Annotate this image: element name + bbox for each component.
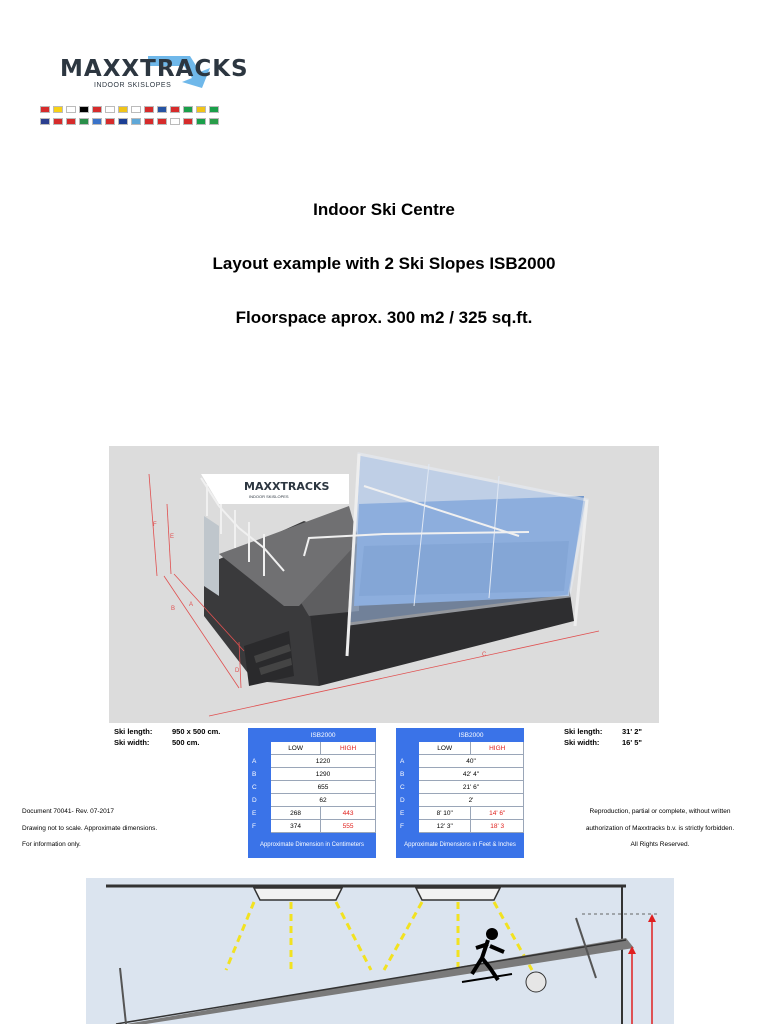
flag-icon — [209, 118, 219, 125]
flag-icon — [157, 118, 167, 125]
dimension-label-a: A — [189, 602, 194, 608]
ski-slope-3d-drawing — [109, 446, 659, 723]
flag-icon — [183, 118, 193, 125]
ski-length-value: 950 x 500 cm. — [172, 727, 221, 736]
slope-layout-illustration — [109, 446, 659, 723]
ski-width-label: Ski width: — [564, 738, 600, 747]
ski-length-label: Ski length: — [114, 727, 153, 736]
flag-icon — [53, 106, 63, 113]
dimensions-table-imperial — [396, 728, 524, 858]
table-footer: Approximate Dimension in Centimeters — [249, 833, 376, 858]
banner-wordmark: MAXXTRACKS — [244, 480, 330, 493]
flag-icon — [183, 106, 193, 113]
table-row: D 62 — [249, 794, 376, 807]
logo-wordmark: MAXXTRACKS — [60, 56, 249, 82]
copyright-notice: Reproduction, partial or complete, without written authorization of Maxxtracks b.v. is strictly forbidden. All Rights Reserved. — [585, 808, 735, 848]
table-row: C 655 — [249, 781, 376, 794]
table-row: B 42' 4" — [397, 768, 524, 781]
flag-icon — [105, 106, 115, 113]
document-notes — [22, 804, 157, 854]
table-row: E 268 443 — [249, 807, 376, 820]
dimensions-table-metric — [248, 728, 376, 858]
flag-row — [40, 118, 248, 125]
document-title: Indoor Ski Centre — [313, 200, 455, 219]
table-row: E 8' 10" 14' 6" — [397, 807, 524, 820]
flag-icon — [196, 106, 206, 113]
column-high: HIGH — [321, 742, 376, 755]
flag-icon — [66, 106, 76, 113]
flag-icon — [170, 118, 180, 125]
floorspace-text: Floorspace aprox. 300 m2 / 325 sq.ft. — [235, 308, 533, 327]
dimension-label-d: D — [235, 668, 240, 674]
dimension-label-b: B — [171, 606, 176, 612]
flag-row — [40, 106, 248, 113]
column-high: HIGH — [471, 742, 524, 755]
dimension-label-f: F — [153, 522, 157, 528]
document-subtitle: Layout example with 2 Ski Slopes ISB2000 — [212, 254, 556, 273]
ski-length-label: Ski length: — [564, 727, 603, 736]
table-row: F 374 555 — [249, 820, 376, 833]
logo-tagline: INDOOR SKISLOPES — [94, 82, 172, 89]
table-title: ISB2000 — [419, 729, 524, 742]
ski-length-value: 31' 2" — [622, 727, 642, 736]
scale-note: Drawing not to scale. Approximate dimensions. — [22, 824, 158, 832]
table-row: B 1290 — [249, 768, 376, 781]
dimension-label-e: E — [170, 534, 175, 540]
ski-spec-metric — [114, 726, 220, 748]
flag-icon — [170, 106, 180, 113]
table-row: A 1220 — [249, 755, 376, 768]
flag-icon — [118, 118, 128, 125]
ski-width-label: Ski width: — [114, 738, 150, 747]
flag-icon — [79, 106, 89, 113]
column-low: LOW — [271, 742, 321, 755]
cross-section-svg — [86, 878, 674, 1024]
flag-icon — [157, 106, 167, 113]
flag-icon — [53, 118, 63, 125]
flag-icon — [196, 118, 206, 125]
flag-icon — [79, 118, 89, 125]
ski-width-value: 16' 5" — [622, 738, 642, 747]
column-low: LOW — [419, 742, 471, 755]
flag-icon — [92, 118, 102, 125]
flag-icon — [131, 106, 141, 113]
flag-icon — [40, 106, 50, 113]
flag-icon — [40, 118, 50, 125]
company-logo — [38, 52, 248, 136]
flag-icon — [118, 106, 128, 113]
flag-icon — [105, 118, 115, 125]
table-row: F 12' 3" 18' 3 — [397, 820, 524, 833]
flag-icon — [209, 106, 219, 113]
flag-icon — [131, 118, 141, 125]
table-row: D 2' — [397, 794, 524, 807]
flag-icon — [144, 106, 154, 113]
dimension-label-c: C — [482, 652, 487, 658]
skier-icon — [462, 928, 512, 982]
ski-spec-imperial — [564, 726, 642, 748]
info-note: For information only. — [22, 841, 81, 848]
table-footer: Approximate Dimensions in Feet & Inches — [397, 833, 524, 858]
slope-cross-section-drawing — [86, 878, 674, 1024]
table-row: C 21' 6" — [397, 781, 524, 794]
document-number: Document 70041- Rev. 07-2017 — [22, 808, 115, 815]
table-row: A 40" — [397, 755, 524, 768]
table-title: ISB2000 — [271, 729, 376, 742]
country-flags — [40, 106, 248, 130]
ski-width-value: 500 cm. — [172, 738, 200, 747]
flag-icon — [66, 118, 76, 125]
flag-icon — [144, 118, 154, 125]
banner-tagline: INDOOR SKISLOPES — [249, 494, 289, 499]
flag-icon — [92, 106, 102, 113]
